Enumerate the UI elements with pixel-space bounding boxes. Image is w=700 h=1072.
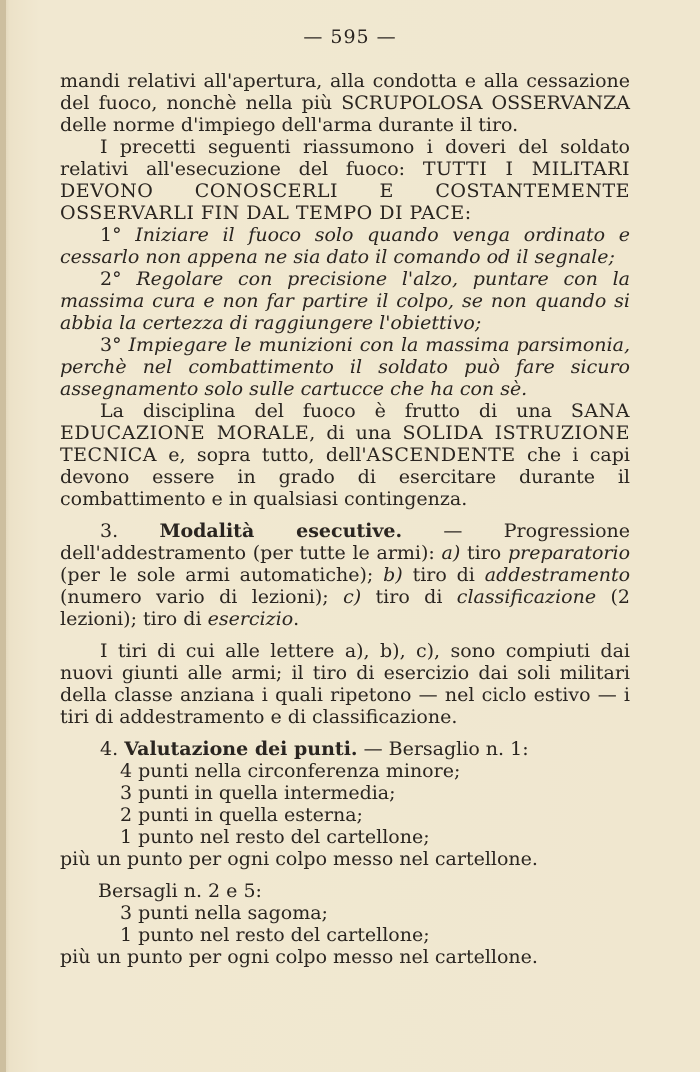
section-4: 4. Valutazione dei punti. — Bersaglio n. 1: <box>100 738 529 760</box>
paragraph-continuation: mandi relativi all'apertura, alla condotta e alla cessazione del fuoco, nonchè nella più SCRUPOLOSA OSSERVANZA delle norme d'impiego dell'arma durante il tiro. <box>60 70 630 136</box>
targets-2-5-bonus: più un punto per ogni colpo messo nel cartellone. <box>60 946 538 968</box>
paragraph-discipline: La disciplina del fuoco è frutto di una SANA EDUCAZIONE MORALE, di una SOLIDA ISTRUZIONE TECNICA e, sopra tutto, dell'ASCENDENTE che i capi devono essere in grado di esercitare durante il combattimento e in qualsiasi contingenza. <box>60 400 630 510</box>
page-binding-edge <box>0 0 6 1072</box>
rule-1: 1° Iniziare il fuoco solo quando venga ordinato e cessarlo non appena ne sia dato il comando od il segnale; <box>60 224 630 268</box>
list-item: 3 punti in quella intermedia; <box>120 782 396 804</box>
list-item: 2 punti in quella esterna; <box>120 804 363 826</box>
target-1-bonus: più un punto per ogni colpo messo nel cartellone. <box>60 848 538 870</box>
list-item: 1 punto nel resto del cartellone; <box>120 924 430 946</box>
target-1-scores <box>60 760 630 848</box>
page-number: — 595 — <box>303 26 397 48</box>
targets-2-5-scores <box>60 902 630 946</box>
section-4-title: Valutazione dei punti. <box>124 738 358 760</box>
paragraph-shooting-schedule: I tiri di cui alle lettere a), b), c), sono compiuti dai nuovi giunti alle armi; il tiro di esercizio dai soli militari della classe anziana i quali ripetono — nel ciclo estivo — i tiri di addestramento e di classificazione. <box>60 640 630 728</box>
list-item: 3 punti nella sagoma; <box>120 902 328 924</box>
list-item: 1 punto nel resto del cartellone; <box>120 826 430 848</box>
targets-2-5-heading: Bersagli n. 2 e 5: <box>98 880 262 902</box>
paragraph-precepts-intro: I precetti seguenti riassumono i doveri del soldato relativi all'esecuzione del fuoco: TUTTI I MILITARI DEVONO CONOSCERLI E COSTANTEMENTE OSSERVARLI FIN DAL TEMPO DI PACE: <box>60 136 630 224</box>
list-item: 4 punti nella circonferenza minore; <box>120 760 461 782</box>
page-body <box>60 70 630 968</box>
section-3: 3. Modalità esecutive. — Progressione dell'addestramento (per tutte le armi): a) tiro preparatorio (per le sole armi automatiche); b) tiro di addestramento (numero vario di lezioni); c) tiro di classificazione (2 lezioni); tiro di esercizio. <box>60 520 631 630</box>
section-3-title: Modalità esecutive. <box>159 520 403 542</box>
rule-2: 2° Regolare con precisione l'alzo, puntare con la massima cura e non far partire il colpo, se non quando si abbia la certezza di raggiungere l'obiettivo; <box>60 268 630 334</box>
rule-3: 3° Impiegare le munizioni con la massima parsimonia, perchè nel combattimento il soldato può fare sicuro assegnamento solo sulle cartucce che ha con sè. <box>60 334 630 400</box>
